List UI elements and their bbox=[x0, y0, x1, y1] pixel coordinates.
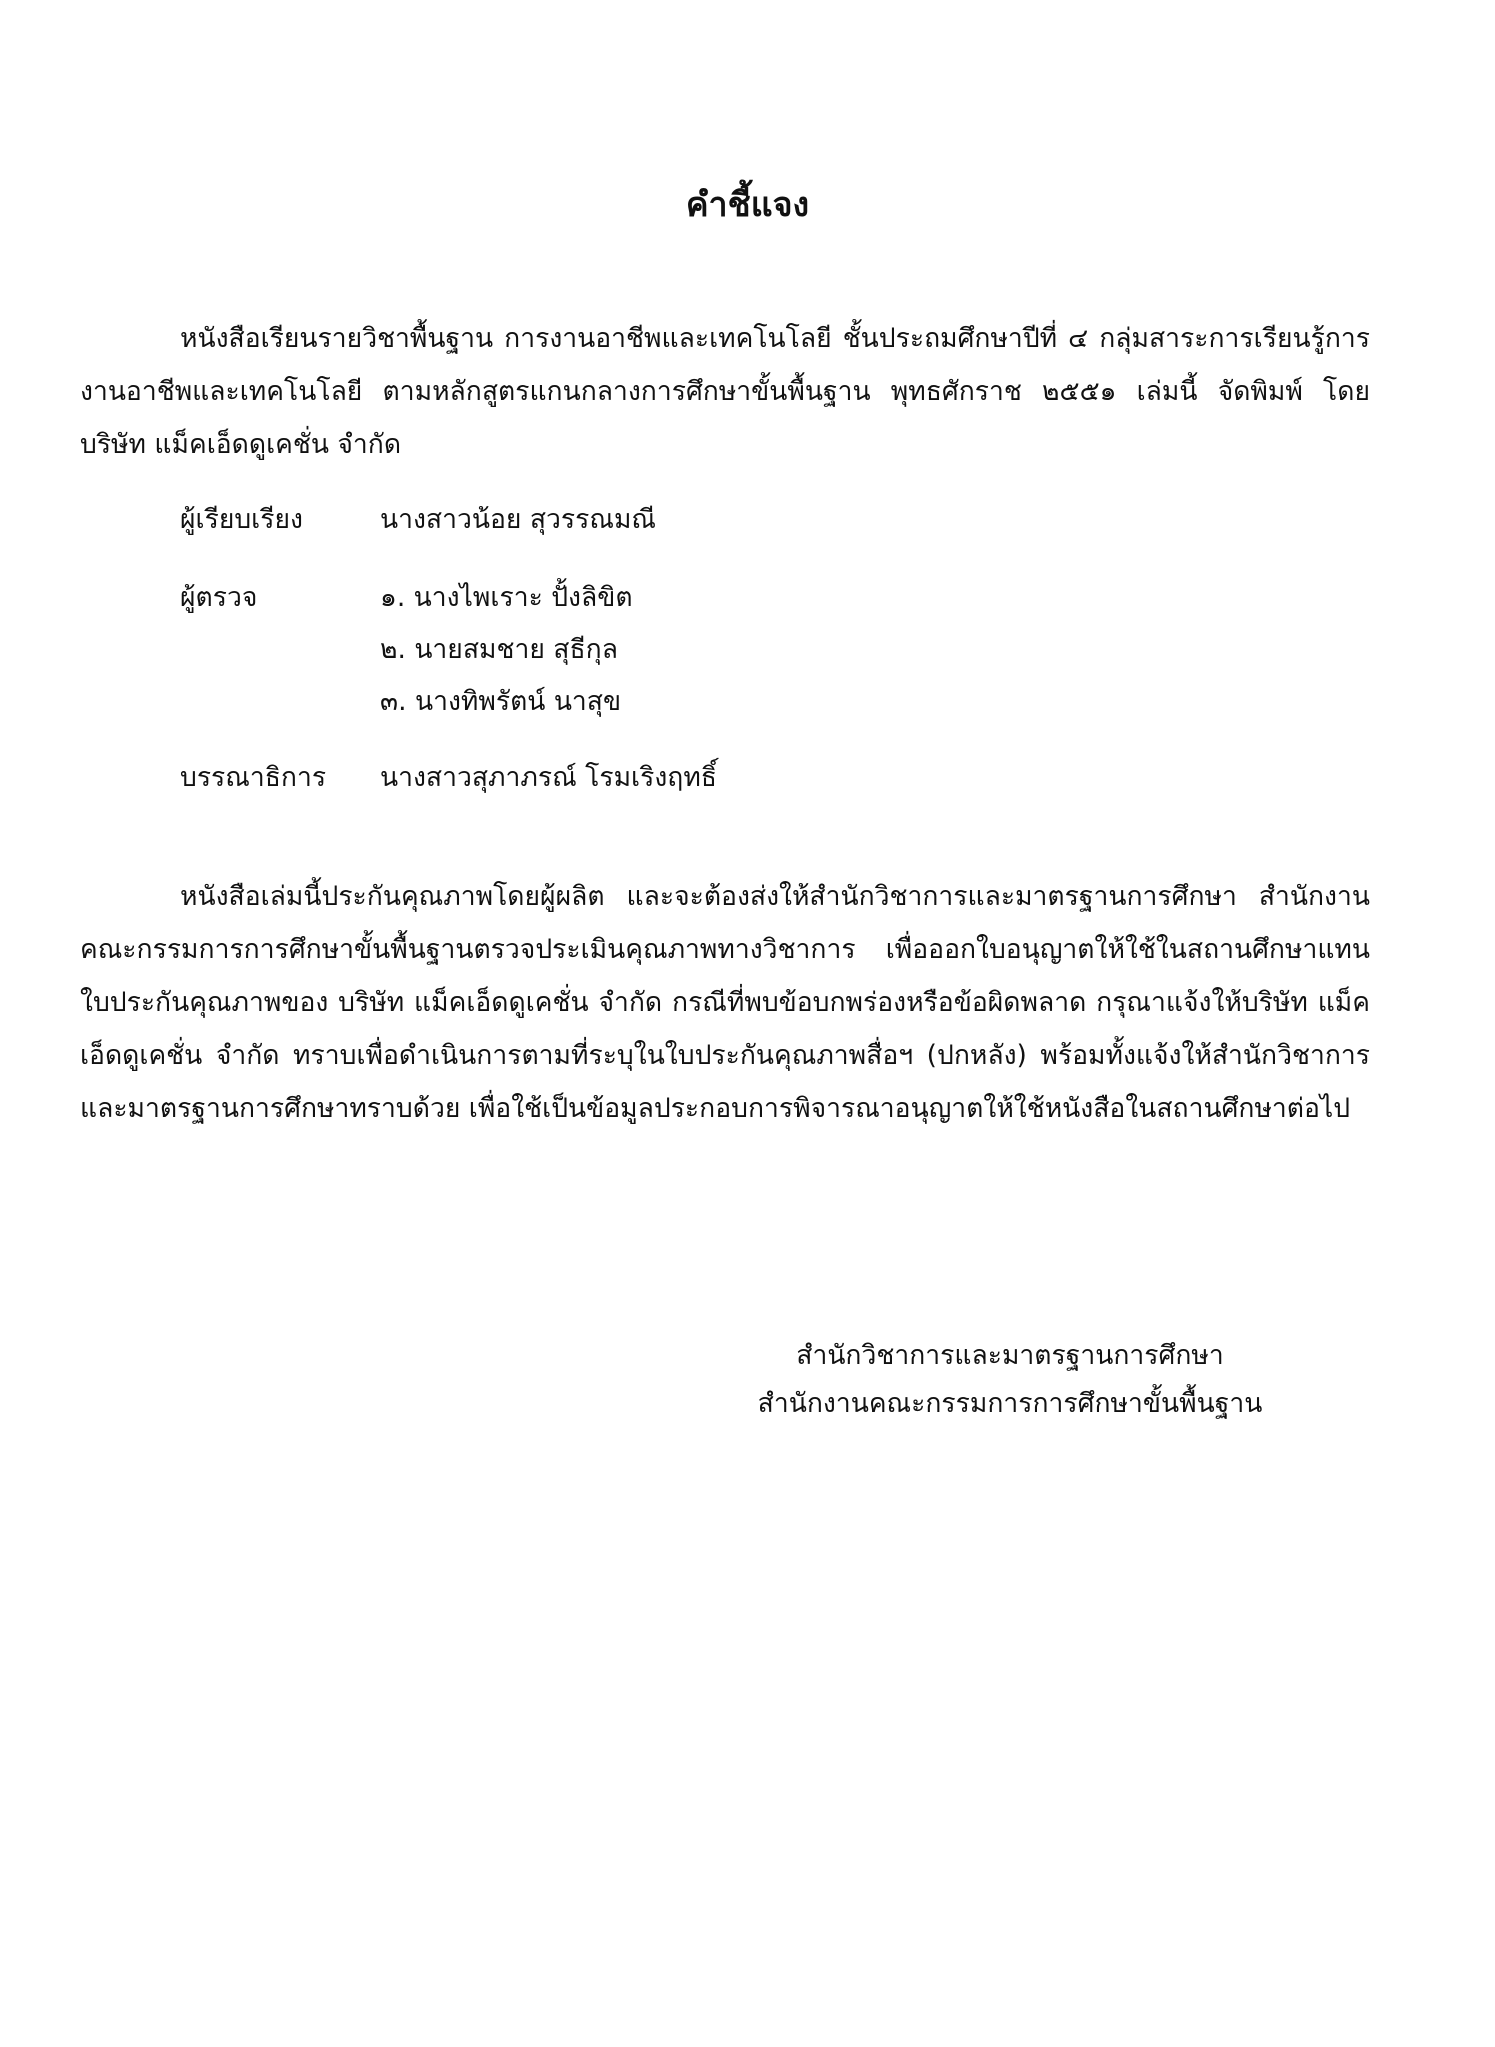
intro-paragraph: หนังสือเรียนรายวิชาพื้นฐาน การงานอาชีพและเทคโนโลยี ชั้นประถมศึกษาปีที่ ๔ กลุ่มสาระการเรียนรู้การงานอาชีพและเทคโนโลยี ตามหลักสูตรแกนกลางการศึกษาขั้นพื้นฐาน พุทธศักราช ๒๕๕๑ เล่มนี้ จัดพิมพ์ โดย บริษัท แม็คเอ็ดดูเคชั่น จำกัด bbox=[80, 323, 1370, 460]
reviewer-name-2: ๒. นายสมชาย สุธีกุล bbox=[380, 634, 618, 665]
page-title: คำชี้แจง bbox=[685, 185, 810, 225]
signature-line-1: สำนักวิชาการและมาตรฐานการศึกษา bbox=[796, 1340, 1224, 1371]
compiler-label: ผู้เรียบเรียง bbox=[180, 504, 303, 535]
signature-line-2: สำนักงานคณะกรรมการการศึกษาขั้นพื้นฐาน bbox=[757, 1388, 1263, 1419]
reviewer-name-3: ๓. นางทิพรัตน์ นาสุข bbox=[380, 686, 622, 717]
reviewer-name-1: ๑. นางไพเราะ ปั้งลิขิต bbox=[380, 582, 633, 613]
editor-name: นางสาวสุภาภรณ์ โรมเริงฤทธิ์ bbox=[380, 762, 717, 793]
reviewers-label: ผู้ตรวจ bbox=[180, 582, 258, 613]
body-paragraph: หนังสือเล่มนี้ประกันคุณภาพโดยผู้ผลิต และจะต้องส่งให้สำนักวิชาการและมาตรฐานการศึกษา สำนักงานคณะกรรมการการศึกษาขั้นพื้นฐานตรวจประเมินคุณภาพทางวิชาการ เพื่อออกใบอนุญาตให้ใช้ในสถานศึกษาแทนใบประกันคุณภาพของ บริษัท แม็คเอ็ดดูเคชั่น จำกัด กรณีที่พบข้อบกพร่องหรือข้อผิดพลาด กรุณาแจ้งให้บริษัท แม็คเอ็ดดูเคชั่น จำกัด ทราบเพื่อดำเนินการตามที่ระบุในใบประกันคุณภาพสื่อฯ (ปกหลัง) พร้อมทั้งแจ้งให้สำนักวิชาการและมาตรฐานการศึกษาทราบด้วย เพื่อใช้เป็นข้อมูลประกอบการพิจารณาอนุญาตให้ใช้หนังสือในสถานศึกษาต่อไป bbox=[80, 881, 1370, 1124]
editor-label: บรรณาธิการ bbox=[180, 762, 327, 793]
compiler-name: นางสาวน้อย สุวรรณมณี bbox=[380, 504, 657, 535]
